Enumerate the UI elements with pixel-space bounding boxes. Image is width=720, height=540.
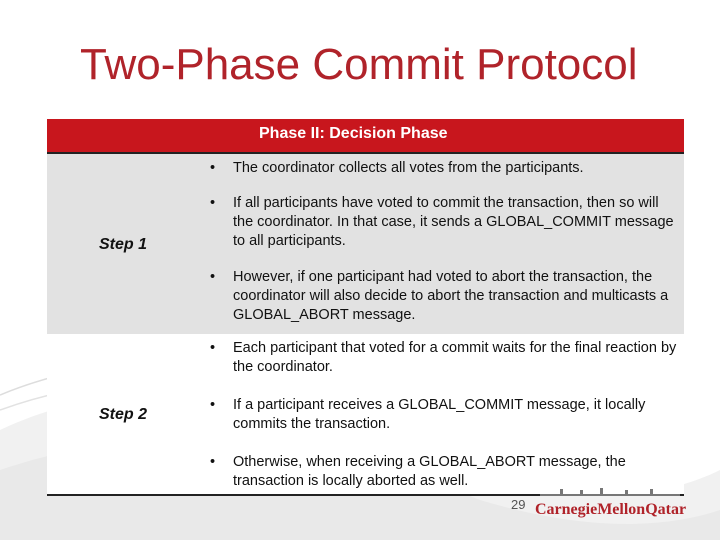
- decision-phase-table: [47, 119, 684, 496]
- list-item: • However, if one participant had voted to abort the transaction, the coordinator will also decide to abort the transaction and multicasts a GLOBAL_ABORT message.: [210, 269, 669, 323]
- step-2-bullets: [207, 339, 677, 491]
- table-row-step-1: [47, 154, 684, 334]
- list-item: • The coordinator collects all votes from the participants.: [210, 160, 584, 176]
- table-row-step-2: [47, 334, 684, 494]
- list-item: • Otherwise, when receiving a GLOBAL_ABORT message, the transaction is locally aborted as well.: [210, 454, 626, 489]
- slide-title: Two-Phase Commit Protocol: [80, 40, 638, 89]
- table-header-label: Phase II: Decision Phase: [259, 125, 448, 142]
- logo-arabic-script: [540, 488, 680, 498]
- step-label: Step 2: [99, 406, 148, 423]
- list-item: • If all participants have voted to commit the transaction, then so will the coordinator. In that case, it sends a GLOBAL_COMMIT message to all participants.: [210, 195, 674, 249]
- list-item: • Each participant that voted for a commit waits for the final reaction by the coordinator.: [210, 340, 677, 375]
- page-number: 29: [511, 497, 526, 512]
- list-item: • If a participant receives a GLOBAL_COMMIT message, it locally commits the transaction.: [210, 397, 646, 432]
- step-label: Step 1: [99, 236, 148, 253]
- step-1-bullets: [207, 159, 677, 325]
- table-header: [47, 119, 684, 154]
- carnegie-mellon-qatar-logo: CarnegieMellonQatar: [535, 501, 687, 518]
